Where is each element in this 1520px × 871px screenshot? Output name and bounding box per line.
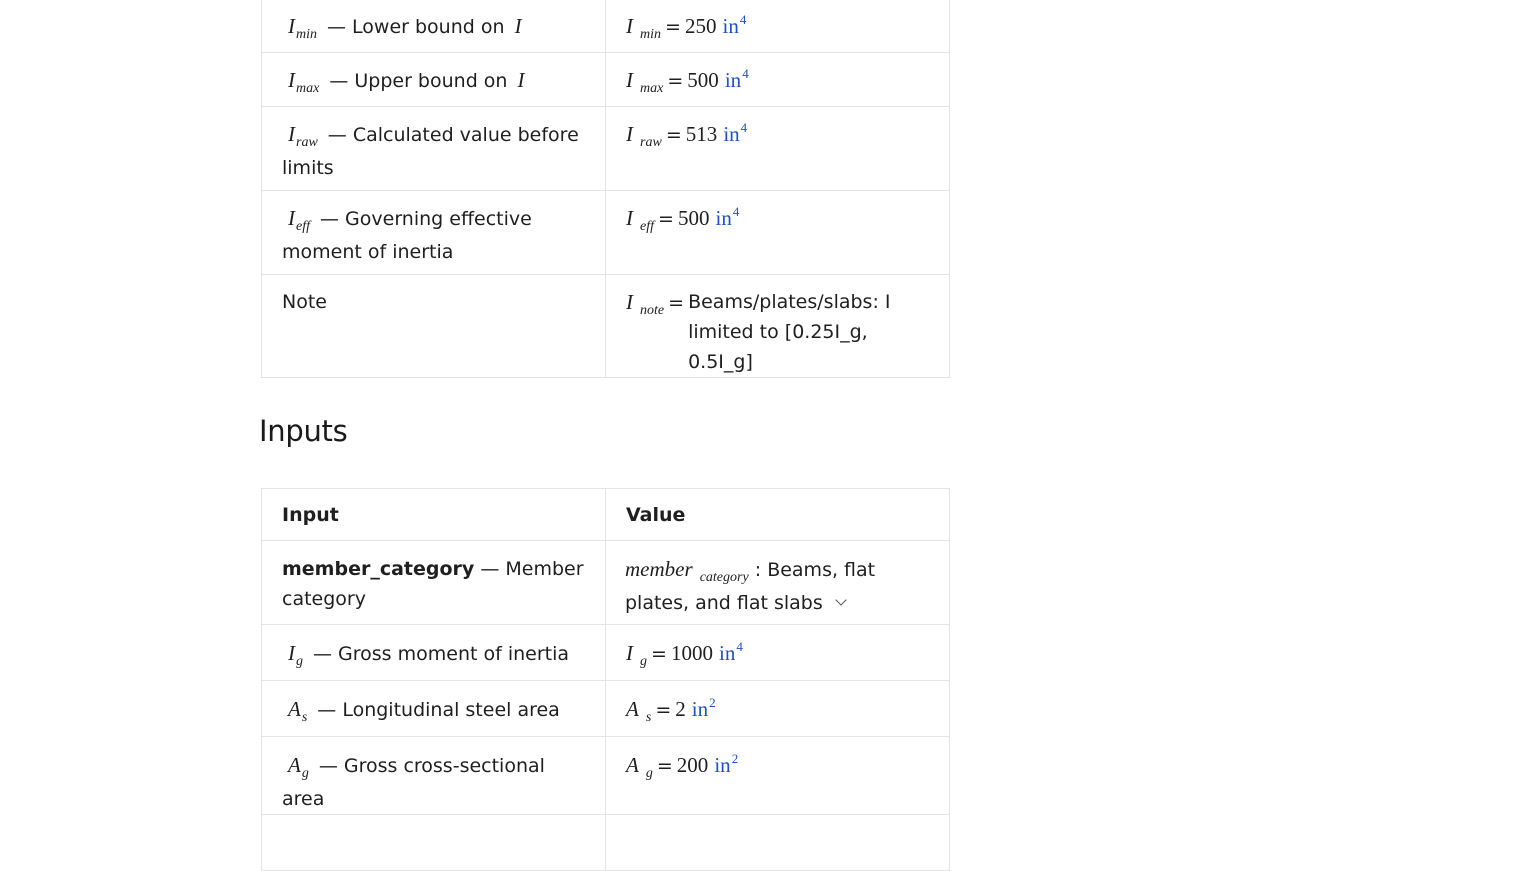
table-row <box>262 191 950 275</box>
result-value: 513 <box>685 122 718 146</box>
unit: $in^2$ <box>714 751 739 777</box>
table-row <box>262 541 950 625</box>
math-symbol: I <box>288 122 295 146</box>
result-value-cell <box>606 53 950 107</box>
input-label-cell <box>262 541 606 625</box>
unit: $in^4$ <box>719 639 743 665</box>
math-symbol: I <box>626 206 633 230</box>
result-description: — Lower bound on <box>327 16 505 38</box>
note-label: Note <box>282 291 327 313</box>
math-subscript: s <box>301 710 308 725</box>
math-subscript: raw <box>296 135 318 150</box>
note-text: Beams/plates/slabs: I limited to [0.25I_g, 0.5I_g] <box>688 291 891 373</box>
table-row <box>262 815 950 871</box>
math-symbol: member <box>625 557 693 581</box>
math-symbol: I <box>288 14 295 38</box>
equals-sign: = <box>665 16 681 38</box>
result-value: 500 <box>687 68 719 92</box>
column-header-input: Input <box>262 489 606 541</box>
input-value[interactable]: 200 <box>676 753 709 777</box>
table-header-row <box>262 489 950 541</box>
math-subscript: g <box>645 766 653 781</box>
result-label-cell <box>262 107 606 191</box>
result-value-cell <box>606 275 950 378</box>
inputs-table <box>261 488 950 871</box>
equals-sign: = <box>665 124 682 146</box>
math-symbol: I <box>288 68 295 92</box>
unit: $in^4$ <box>723 120 748 146</box>
math-symbol: I <box>288 206 295 230</box>
math-symbol: I <box>626 122 633 146</box>
section-heading-inputs: Inputs <box>259 414 348 448</box>
math-subscript: min <box>296 27 317 42</box>
result-value: 250 <box>684 14 717 38</box>
table-row <box>262 681 950 737</box>
results-table <box>261 0 950 378</box>
selected-option: Beams, flat plates, and flat slabs <box>625 559 876 614</box>
unit: $in^4$ <box>722 12 747 38</box>
math-symbol: I <box>517 68 525 92</box>
input-value-field[interactable] <box>606 681 950 737</box>
input-label-cell <box>262 681 606 737</box>
math-symbol: I <box>514 14 522 38</box>
input-value[interactable]: 1000 <box>670 641 713 665</box>
input-label-cell <box>262 625 606 681</box>
input-description: — Gross moment of inertia <box>313 643 570 665</box>
result-label-cell <box>262 191 606 275</box>
column-header-value: Value <box>606 489 950 541</box>
result-label-cell <box>262 0 606 53</box>
result-label-cell <box>262 275 606 378</box>
math-symbol: A <box>626 753 639 777</box>
equals-sign: = <box>651 643 667 665</box>
result-description: — Upper bound on <box>329 70 508 92</box>
math-symbol: I <box>626 14 633 38</box>
input-description: — Longitudinal steel area <box>317 699 560 721</box>
math-subscript: g <box>301 766 309 781</box>
math-symbol: I <box>288 641 295 665</box>
math-subscript: g <box>640 654 648 669</box>
input-description: — Gross cross-sectional area <box>282 755 545 810</box>
input-name: member_category <box>282 558 475 580</box>
table-row <box>262 737 950 815</box>
chevron-down-icon[interactable] <box>835 594 846 605</box>
result-value: 500 <box>677 206 710 230</box>
input-description: — Member category <box>282 558 584 610</box>
result-value-cell <box>606 107 950 191</box>
equals-sign: = <box>656 755 673 777</box>
unit: $in^2$ <box>691 695 716 721</box>
equals-sign: = <box>655 699 672 721</box>
math-subscript: raw <box>640 135 662 150</box>
math-subscript: eff <box>640 219 655 234</box>
colon: : <box>754 559 762 581</box>
result-description: — Calculated value before limits <box>282 124 579 179</box>
math-subscript: g <box>296 654 303 669</box>
math-symbol: I <box>626 641 633 665</box>
table-row <box>262 0 950 53</box>
math-subscript: s <box>645 710 652 725</box>
math-subscript: note <box>640 303 665 318</box>
equals-sign: = <box>668 292 685 314</box>
math-subscript: category <box>699 570 749 585</box>
result-value-cell <box>606 0 950 53</box>
result-description: — Governing effective moment of inertia <box>282 208 532 263</box>
result-value-cell <box>606 191 950 275</box>
math-subscript: eff <box>296 219 310 234</box>
table-row <box>262 275 950 378</box>
input-value-field[interactable] <box>606 625 950 681</box>
math-symbol: I <box>626 290 633 314</box>
equals-sign: = <box>658 208 674 230</box>
math-subscript: min <box>640 27 662 42</box>
input-label-cell <box>262 815 606 871</box>
input-value-field[interactable] <box>606 815 950 871</box>
input-value[interactable]: 2 <box>675 697 686 721</box>
input-value-field[interactable] <box>606 737 950 815</box>
table-row <box>262 53 950 107</box>
math-subscript: max <box>296 81 320 96</box>
table-row <box>262 107 950 191</box>
math-symbol: A <box>288 697 301 721</box>
input-label-cell <box>262 737 606 815</box>
table-row <box>262 625 950 681</box>
math-symbol: A <box>288 753 301 777</box>
member-category-select[interactable] <box>606 541 950 625</box>
math-symbol: I <box>626 68 633 92</box>
math-subscript: max <box>640 81 664 96</box>
unit: $in^4$ <box>715 204 740 230</box>
unit: $in^4$ <box>724 66 749 92</box>
math-symbol: A <box>626 697 639 721</box>
equals-sign: = <box>667 70 684 92</box>
result-label-cell <box>262 53 606 107</box>
